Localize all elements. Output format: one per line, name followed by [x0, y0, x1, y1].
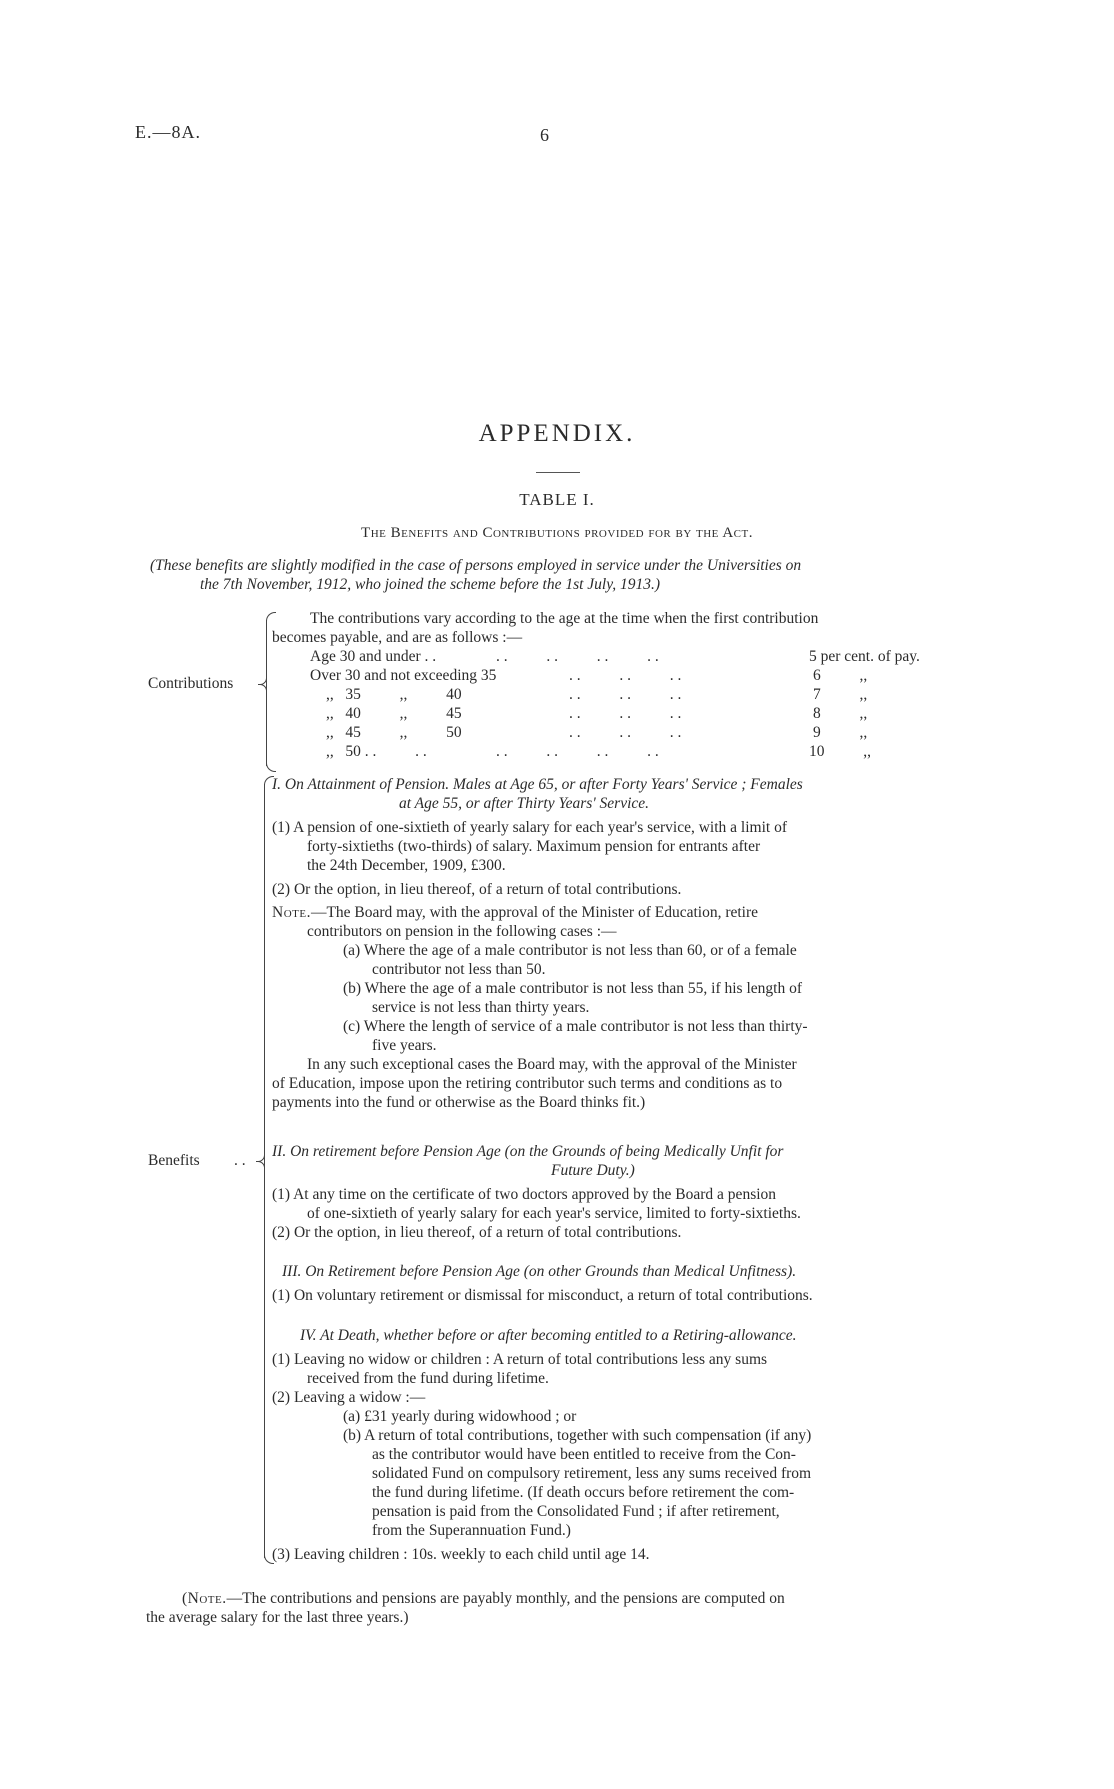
contributions-brace-mid [266, 678, 274, 690]
section-4-heading: IV. At Death, whether before or after becoming entitled to a Retiring-allowance. [300, 1327, 797, 1344]
rate-value: 6 ,, [813, 667, 868, 684]
appendix-title: APPENDIX. [478, 420, 636, 447]
section-2-p2: (2) Or the option, in lieu thereof, of a return of total contributions. [272, 1224, 682, 1241]
table-row: ,, 40 ,, 45 [326, 705, 462, 722]
modification-note-line-2: the 7th November, 1912, who joined the scheme before the 1st July, 1913.) [200, 576, 661, 593]
case-c-line-2: five years. [372, 1037, 437, 1054]
table-row-dots: . . . . . . [569, 705, 682, 722]
rate-value: 8 ,, [813, 705, 868, 722]
section-1-heading-line-2: at Age 55, or after Thirty Years' Service. [399, 795, 650, 812]
section-3-heading: III. On Retirement before Pension Age (on other Grounds than Medical Unfitness). [282, 1263, 797, 1280]
table-title: TABLE I. [519, 490, 595, 509]
contributions-brace-top [266, 612, 276, 622]
section-4-b-line-4: the fund during lifetime. (If death occurs before retirement the com- [372, 1484, 795, 1501]
section-1-p2: (2) Or the option, in lieu thereof, of a return of total contributions. [272, 881, 682, 898]
rate-value: 7 ,, [813, 686, 868, 703]
footer-note-line-2: the average salary for the last three years.) [146, 1609, 409, 1626]
table-row [310, 648, 436, 666]
section-4-p2: (2) Leaving a widow :— [272, 1389, 426, 1406]
section-4-p1-line-2: received from the fund during lifetime. [307, 1370, 549, 1387]
case-a-line-1: (a) Where the age of a male contributor is not less than 60, or of a female [343, 942, 797, 959]
title-rule [536, 472, 580, 473]
page-ref: E.—8A. [135, 122, 201, 142]
table-row-dots: . . . . . . [569, 667, 682, 684]
section-1-note-line-1 [272, 904, 758, 922]
table-row-dots: . . . . . . [569, 724, 682, 741]
section-4-p1-line-1: (1) Leaving no widow or children : A return of total contributions less any sums [272, 1351, 768, 1368]
case-a-line-2: contributor not less than 50. [372, 961, 546, 978]
page-number: 6 [540, 125, 549, 145]
section-1-p1-line-1: (1) A pension of one-sixtieth of yearly salary for each year's service, with a limit of [272, 819, 787, 836]
section-4-b-line-1: (b) A return of total contributions, together with such compensation (if any) [343, 1427, 812, 1444]
rate-value: 9 ,, [813, 724, 868, 741]
case-b-line-1: (b) Where the age of a male contributor is not less than 55, if his length of [343, 980, 802, 997]
section-4-b-line-3: solidated Fund on compulsory retirement, less any sums received from [372, 1465, 812, 1482]
table-row: ,, 50 . . . . [326, 743, 427, 760]
benefits-brace [264, 784, 265, 1558]
table-row: ,, 35 ,, 40 [326, 686, 462, 703]
age-bracket: Age 30 and under . . [310, 648, 437, 665]
footer-note-label: (Note. [182, 1590, 227, 1607]
case-c-line-1: (c) Where the length of service of a male contributor is not less than thirty- [343, 1018, 808, 1035]
footer-note-line-1 [182, 1590, 785, 1608]
contributions-brace [266, 620, 267, 766]
section-4-b-line-2: as the contributor would have been entitled to receive from the Con- [372, 1446, 796, 1463]
contributions-side-label: Contributions [148, 675, 234, 692]
section-1-note-line-2: contributors on pension in the following cases :— [307, 923, 617, 940]
section-3-p1: (1) On voluntary retirement or dismissal for misconduct, a return of total contributions. [272, 1287, 813, 1304]
modification-note-line-1: (These benefits are slightly modified in the case of persons employed in service under the Universities on [150, 557, 802, 574]
table-row-dots: . . . . . . [569, 686, 682, 703]
section-4-b-line-6: from the Superannuation Fund.) [372, 1522, 571, 1539]
table-row-dots: . . . . . . . . [496, 648, 659, 665]
table-row: Over 30 and not exceeding 35 [310, 667, 497, 684]
benefits-side-dots: . . [234, 1152, 246, 1169]
benefits-side-label: Benefits [148, 1152, 200, 1169]
section-4-a: (a) £31 yearly during widowhood ; or [343, 1408, 577, 1425]
footer-note-text: —The contributions and pensions are payably monthly, and the pensions are computed on [226, 1590, 785, 1607]
rate-value: 5 per cent. of pay. [809, 648, 920, 665]
note-text: —The Board may, with the approval of the Minister of Education, retire [310, 904, 759, 921]
section-2-heading-line-1: II. On retirement before Pension Age (on the Grounds of being Medically Unfit for [272, 1143, 784, 1160]
contributions-intro-line-1: The contributions vary according to the age at the time when the first contribution [310, 610, 819, 627]
case-b-line-2: service is not less than thirty years. [372, 999, 590, 1016]
section-2-p1-line-1: (1) At any time on the certificate of two doctors approved by the Board a pension [272, 1186, 777, 1203]
table-subtitle: The Benefits and Contributions provided for by the Act. [361, 525, 753, 541]
section-1-closing-line-2: of Education, impose upon the retiring contributor such terms and conditions as to [272, 1075, 783, 1092]
contributions-brace-bottom [266, 762, 276, 772]
benefits-brace-mid [264, 1155, 272, 1167]
section-1-closing-line-3: payments into the fund or otherwise as the Board thinks fit.) [272, 1094, 646, 1111]
section-1-p1-line-3: the 24th December, 1909, £300. [307, 857, 506, 874]
rate-value: 10 ,, [809, 743, 871, 760]
note-label: Note. [272, 904, 311, 921]
contributions-intro-line-2: becomes payable, and are as follows :— [272, 629, 523, 646]
section-2-heading-line-2: Future Duty.) [551, 1162, 635, 1179]
table-row: ,, 45 ,, 50 [326, 724, 462, 741]
section-1-p1-line-2: forty-sixtieths (two-thirds) of salary. Maximum pension for entrants after [307, 838, 761, 855]
section-1-heading-line-1: I. On Attainment of Pension. Males at Age 65, or after Forty Years' Service ; Females [272, 776, 803, 793]
section-2-p1-line-2: of one-sixtieth of yearly salary for each year's service, limited to forty-sixtieths. [307, 1205, 801, 1222]
section-4-b-line-5: pensation is paid from the Consolidated Fund ; if after retirement, [372, 1503, 780, 1520]
section-4-p3: (3) Leaving children : 10s. weekly to each child until age 14. [272, 1546, 650, 1563]
section-1-closing-line-1: In any such exceptional cases the Board may, with the approval of the Minister [307, 1056, 797, 1073]
table-row-dots: . . . . . . . . [496, 743, 659, 760]
